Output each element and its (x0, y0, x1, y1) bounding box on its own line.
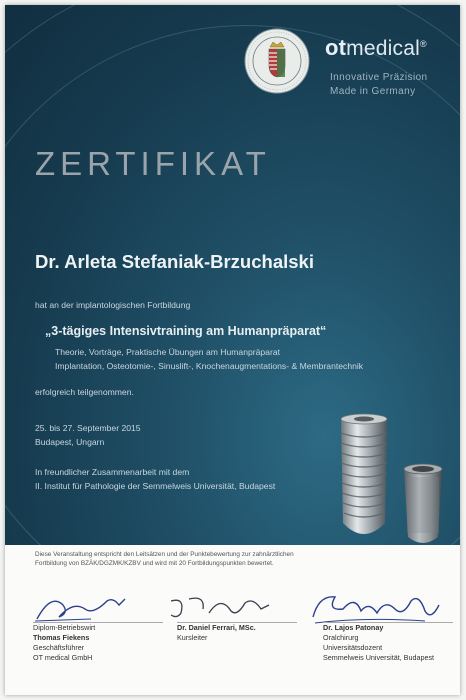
certificate-title: ZERTIFIKAT (35, 145, 271, 182)
signatory-name: Thomas Fiekens (33, 633, 90, 642)
signatory-patonay (323, 623, 434, 663)
logo-tagline-1: Innovative Präzision (330, 72, 428, 83)
logo-ot: ot (325, 35, 347, 60)
signatory-org: Semmelweis Universität, Budapest (323, 653, 435, 662)
ot-medical-logo (325, 35, 427, 61)
implant-short-icon (401, 463, 445, 545)
cooperation-line-1: In freundlicher Zusammenarbeit mit dem (35, 467, 190, 477)
signatory-ferrari (177, 623, 256, 643)
certificate-dark-panel (5, 5, 460, 545)
implant-tall-icon (335, 413, 393, 545)
university-seal-icon (243, 27, 311, 95)
signatory-role: Geschäftsführer (33, 643, 85, 652)
logo-medical: medical (346, 37, 420, 60)
cooperation-line-2: II. Institut für Pathologie der Semmelweis Universität, Budapest (35, 481, 276, 491)
signatory-org: OT medical GmbH (33, 653, 93, 662)
signature-ferrari-icon (165, 593, 275, 623)
intro-text: hat an der implantologischen Fortbildung (35, 300, 191, 310)
signatory-fiekens (33, 623, 95, 663)
course-title: „3-tägiges Intensivtraining am Humanpräparat“ (45, 324, 327, 338)
signatory-name: Dr. Daniel Ferrari, MSc. (177, 623, 256, 632)
logo-registered: ® (419, 39, 427, 49)
signatory-role: Kursleiter (177, 633, 208, 642)
signatory-title: Universitätsdozent (323, 643, 383, 652)
topic-line-2: Implantation, Osteotomie-, Sinuslift-, Knochenaugmentations- & Membrantechnik (55, 361, 364, 371)
signatory-name: Dr. Lajos Patonay (323, 623, 384, 632)
certificate-sheet (5, 5, 460, 695)
fineprint-line-1: Diese Veranstaltung entspricht den Leitsätzen und der Punktebewertung zur zahnärztlichen (35, 551, 294, 558)
course-date: 25. bis 27. September 2015 (35, 423, 141, 433)
course-place: Budapest, Ungarn (35, 437, 105, 447)
fineprint-line-2: Fortbildung von BZÄK/DGZMK/KZBV und wird mit 20 Fortbildungspunkten bewertet. (35, 560, 274, 567)
signatory-degree: Diplom-Betriebswirt (33, 623, 96, 632)
topic-line-1: Theorie, Vorträge, Praktische Übungen am Humanpräparat (55, 347, 280, 357)
signatory-role: Oralchirurg (323, 633, 359, 642)
logo-tagline-2: Made in Germany (330, 86, 416, 97)
recipient-name: Dr. Arleta Stefaniak-Brzuchalski (35, 251, 314, 272)
result-text: erfolgreich teilgenommen. (35, 387, 134, 397)
signature-fiekens-icon (33, 591, 133, 625)
